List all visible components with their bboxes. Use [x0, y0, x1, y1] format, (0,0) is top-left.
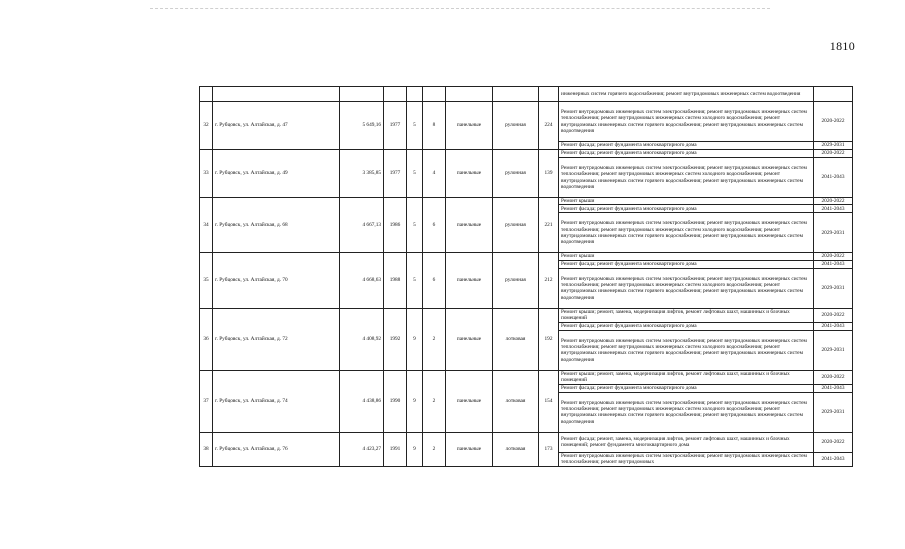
work-period: 2020-2022 [814, 150, 853, 158]
cell-empty [407, 87, 423, 102]
floors-cell: 5 [407, 253, 423, 308]
row-number: 37 [200, 370, 213, 432]
work-description: Ремонт крыши; ремонт, замена, модернизация лифтов, ремонт лифтовых шахт, машинных и блочных помещений [559, 370, 814, 384]
scan-artifact-line [150, 8, 770, 10]
floors-cell: 9 [407, 432, 423, 466]
area-cell: 4 438,86 [340, 370, 384, 432]
address-cell: г. Рубцовск, ул. Алтайская, д. 72 [213, 308, 340, 370]
residents-cell: 212 [539, 253, 559, 308]
residents-cell: 221 [539, 198, 559, 253]
area-cell: 4 408,92 [340, 308, 384, 370]
cell-empty [423, 87, 446, 102]
address-cell: г. Рубцовск, ул. Алтайская, д. 68 [213, 198, 340, 253]
work-description: Ремонт фасада; ремонт фундамента многоквартирного дома [559, 150, 814, 158]
work-description: Ремонт внутридомовых инженерных систем электроснабжения; ремонт внутридомовых инженерных систем теплоснабжения; ремонт внутридомовых [559, 452, 814, 466]
table-row [200, 432, 853, 452]
work-period: 2020-2022 [814, 253, 853, 260]
roof-type-cell: рулонная [493, 198, 539, 253]
entrances-cell: 2 [423, 308, 446, 370]
entrances-cell: 6 [423, 198, 446, 253]
cell-empty [200, 87, 213, 102]
area-cell: 4 668,63 [340, 253, 384, 308]
row-number: 35 [200, 253, 213, 308]
wall-material-cell: панельные [446, 432, 493, 466]
residents-cell: 224 [539, 102, 559, 150]
cell-empty [446, 87, 493, 102]
wall-material-cell: панельные [446, 253, 493, 308]
work-period: 2029-2031 [814, 142, 853, 150]
work-period: 2020-2022 [814, 198, 853, 205]
work-description: Ремонт внутридомовых инженерных систем электроснабжения; ремонт внутридомовых инженерных систем теплоснабжения; ремонт внутридомовых инженерных систем холодного водоснабжения; ремонт внутридомовых инженерных систем горячего водоснабжения; ремонт внутридомовых инженерных систем водоотведения [559, 158, 814, 198]
work-description: Ремонт внутридомовых инженерных систем электроснабжения; ремонт внутридомовых инженерных систем теплоснабжения; ремонт внутридомовых инженерных систем холодного водоснабжения; ремонт внутридомовых инженерных систем горячего водоснабжения; ремонт внутридомовых инженерных систем водоотведения [559, 392, 814, 432]
work-description: Ремонт фасада; ремонт фундамента многоквартирного дома [559, 322, 814, 330]
work-period: 2020-2022 [814, 102, 853, 142]
floors-cell: 5 [407, 102, 423, 150]
address-cell: г. Рубцовск, ул. Алтайская, д. 49 [213, 150, 340, 198]
roof-type-cell: лотковая [493, 370, 539, 432]
wall-material-cell: панельные [446, 308, 493, 370]
area-cell: 3 385,85 [340, 150, 384, 198]
work-period: 2041-2043 [814, 452, 853, 466]
work-description: Ремонт крыши; ремонт, замена, модернизация лифтов, ремонт лифтовых шахт, машинных и блочных помещений [559, 308, 814, 322]
address-cell: г. Рубцовск, ул. Алтайская, д. 76 [213, 432, 340, 466]
year-built-cell: 1977 [384, 102, 407, 150]
floors-cell: 9 [407, 308, 423, 370]
residents-cell: 139 [539, 150, 559, 198]
wall-material-cell: панельные [446, 198, 493, 253]
area-cell: 4 423,27 [340, 432, 384, 466]
table-row [200, 308, 853, 322]
address-cell: г. Рубцовск, ул. Алтайская, д. 70 [213, 253, 340, 308]
address-cell: г. Рубцовск, ул. Алтайская, д. 47 [213, 102, 340, 150]
table-row-top-fragment [200, 87, 853, 102]
roof-type-cell: рулонная [493, 102, 539, 150]
wall-material-cell: панельные [446, 370, 493, 432]
work-period: 2041-2043 [814, 260, 853, 268]
work-description: Ремонт крыши [559, 253, 814, 260]
work-period: 2029-2031 [814, 392, 853, 432]
year-built-cell: 1988 [384, 253, 407, 308]
work-period: 2020-2022 [814, 370, 853, 384]
work-description: Ремонт фасада; ремонт фундамента многоквартирного дома [559, 260, 814, 268]
cell-empty [213, 87, 340, 102]
entrances-cell: 4 [423, 150, 446, 198]
row-number: 33 [200, 150, 213, 198]
year-built-cell: 1977 [384, 150, 407, 198]
work-description: Ремонт внутридомовых инженерных систем электроснабжения; ремонт внутридомовых инженерных систем теплоснабжения; ремонт внутридомовых инженерных систем холодного водоснабжения; ремонт внутридомовых инженерных систем горячего водоснабжения; ремонт внутридомовых инженерных систем водоотведения [559, 268, 814, 308]
year-built-cell: 1992 [384, 308, 407, 370]
floors-cell: 9 [407, 370, 423, 432]
work-period: 2020-2022 [814, 308, 853, 322]
roof-type-cell: рулонная [493, 253, 539, 308]
cell-empty [384, 87, 407, 102]
table-row [200, 102, 853, 142]
page-number: 1810 [829, 39, 855, 53]
entrances-cell: 6 [423, 253, 446, 308]
row-number: 34 [200, 198, 213, 253]
roof-type-cell: рулонная [493, 150, 539, 198]
residents-cell: 154 [539, 370, 559, 432]
roof-type-cell: лотковая [493, 432, 539, 466]
work-period: 2041-2043 [814, 158, 853, 198]
table-row [200, 198, 853, 205]
work-period: 2029-2031 [814, 213, 853, 253]
work-description: Ремонт фасада; ремонт, замена, модернизация лифтов, ремонт лифтовых шахт, машинных и блочных помещений; ремонт фундамента многоквартирного дома [559, 432, 814, 452]
table-row [200, 150, 853, 158]
work-description: Ремонт фасада; ремонт фундамента многоквартирного дома [559, 142, 814, 150]
table-row [200, 253, 853, 260]
cell-empty [493, 87, 539, 102]
cell-empty [814, 87, 853, 102]
work-description: Ремонт внутридомовых инженерных систем электроснабжения; ремонт внутридомовых инженерных систем теплоснабжения; ремонт внутридомовых инженерных систем холодного водоснабжения; ремонт внутридомовых инженерных систем горячего водоснабжения; ремонт внутридомовых инженерных систем водоотведения [559, 102, 814, 142]
work-description: Ремонт крыши [559, 198, 814, 205]
entrances-cell: 2 [423, 432, 446, 466]
wall-material-cell: панельные [446, 102, 493, 150]
residents-cell: 173 [539, 432, 559, 466]
row-number: 38 [200, 432, 213, 466]
wall-material-cell: панельные [446, 150, 493, 198]
row-number: 36 [200, 308, 213, 370]
work-period: 2029-2031 [814, 268, 853, 308]
address-cell: г. Рубцовск, ул. Алтайская, д. 74 [213, 370, 340, 432]
year-built-cell: 1991 [384, 432, 407, 466]
work-period: 2041-2043 [814, 205, 853, 213]
roof-type-cell: лотковая [493, 308, 539, 370]
work-period: 2020-2022 [814, 432, 853, 452]
floors-cell: 5 [407, 198, 423, 253]
housing-register-table [199, 86, 853, 467]
row-number: 32 [200, 102, 213, 150]
year-built-cell: 1986 [384, 198, 407, 253]
year-built-cell: 1990 [384, 370, 407, 432]
area-cell: 5 649,16 [340, 102, 384, 150]
cell-empty [340, 87, 384, 102]
work-description: инженерных систем горячего водоснабжения; ремонт внутридомовых инженерных систем водоотведения [559, 87, 814, 102]
residents-cell: 192 [539, 308, 559, 370]
entrances-cell: 2 [423, 370, 446, 432]
work-description: Ремонт внутридомовых инженерных систем электроснабжения; ремонт внутридомовых инженерных систем теплоснабжения; ремонт внутридомовых инженерных систем холодного водоснабжения; ремонт внутридомовых инженерных систем горячего водоснабжения; ремонт внутридомовых инженерных систем водоотведения [559, 330, 814, 370]
work-description: Ремонт фасада; ремонт фундамента многоквартирного дома [559, 205, 814, 213]
work-description: Ремонт фасада; ремонт фундамента многоквартирного дома [559, 384, 814, 392]
cell-empty [539, 87, 559, 102]
work-period: 2041-2043 [814, 322, 853, 330]
area-cell: 4 667,13 [340, 198, 384, 253]
work-period: 2029-2031 [814, 330, 853, 370]
table-row [200, 370, 853, 384]
entrances-cell: 8 [423, 102, 446, 150]
work-description: Ремонт внутридомовых инженерных систем электроснабжения; ремонт внутридомовых инженерных систем теплоснабжения; ремонт внутридомовых инженерных систем холодного водоснабжения; ремонт внутридомовых инженерных систем горячего водоснабжения; ремонт внутридомовых инженерных систем водоотведения [559, 213, 814, 253]
floors-cell: 5 [407, 150, 423, 198]
work-period: 2041-2043 [814, 384, 853, 392]
